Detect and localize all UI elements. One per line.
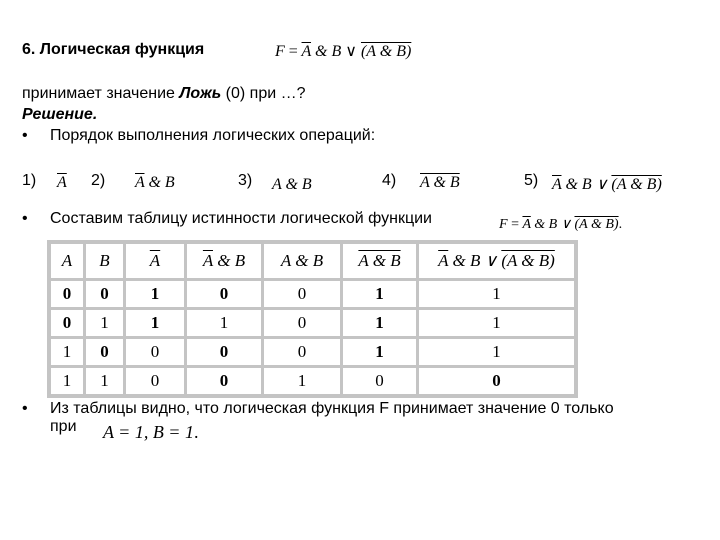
table-cell: 0 <box>49 280 85 309</box>
solution-label: Решение. <box>22 106 98 123</box>
table-cell: 0 <box>342 367 418 397</box>
step-2-expr: $\overline{A}$ & B <box>135 174 175 191</box>
answer-formula: A = 1, B = 1. <box>103 422 199 442</box>
table-cell: 1 <box>85 367 125 397</box>
table-cell: 1 <box>49 338 85 367</box>
step-4-expr: A & B <box>420 174 460 191</box>
bullet-table-text: Составим таблицу истинности логической функции <box>50 210 432 227</box>
header-a-and-b: A & B <box>263 242 342 280</box>
task-title: 6. Логическая функция <box>22 41 205 58</box>
step-3-expr: A & B <box>272 176 312 193</box>
table-header-row <box>49 242 576 280</box>
bullet-marker: • <box>22 400 28 417</box>
table-cell: 0 <box>85 338 125 367</box>
header-result: $\overline{A}$ & B ∨ (A & B) <box>418 242 577 280</box>
table-cell: 1 <box>418 309 577 338</box>
table-cell: 0 <box>263 309 342 338</box>
conclusion-line-1: Из таблицы видно, что логическая функция F принимает значение 0 только <box>50 400 614 417</box>
header-not-a-and-b-group: A & B <box>342 242 418 280</box>
table-cell: 1 <box>186 309 263 338</box>
table-cell: 0 <box>263 280 342 309</box>
table-cell: 1 <box>125 309 186 338</box>
header-a: A <box>49 242 85 280</box>
bullet-marker: • <box>22 127 28 144</box>
table-cell: 1 <box>418 338 577 367</box>
table-row <box>49 338 576 367</box>
question-text: принимает значение Ложь (0) при …? <box>22 85 306 102</box>
step-5-expr: $\overline{A}$ & B ∨ (A & B) <box>552 176 662 193</box>
table-row <box>49 309 576 338</box>
conclusion-line-2: при <box>50 418 77 435</box>
table-cell: 1 <box>342 309 418 338</box>
step-5-number: 5) <box>524 172 539 189</box>
formula-main: $F = \overline{A}$ & B ∨ (A & B) <box>275 43 412 60</box>
table-cell: 0 <box>125 338 186 367</box>
table-cell: 0 <box>125 367 186 397</box>
table-cell: 0 <box>263 338 342 367</box>
truth-table <box>47 240 578 398</box>
step-1-number: 1) <box>22 172 37 189</box>
table-cell: 0 <box>186 367 263 397</box>
step-4-number: 4) <box>382 172 397 189</box>
table-cell: 0 <box>186 280 263 309</box>
table-cell: 0 <box>186 338 263 367</box>
bullet-marker: • <box>22 210 28 227</box>
step-3-number: 3) <box>238 172 253 189</box>
table-cell: 1 <box>342 338 418 367</box>
step-2-number: 2) <box>91 172 106 189</box>
table-cell: 1 <box>418 280 577 309</box>
table-cell: 1 <box>125 280 186 309</box>
table-cell: 1 <box>263 367 342 397</box>
step-1-expr: $\overline{A}$ <box>57 174 67 191</box>
bullet-order-text: Порядок выполнения логических операций: <box>50 127 376 144</box>
table-cell: 1 <box>85 309 125 338</box>
table-cell: 1 <box>342 280 418 309</box>
table-cell: 0 <box>49 309 85 338</box>
header-not-a: $\overline{A}$ <box>125 242 186 280</box>
table-cell: 0 <box>85 280 125 309</box>
header-not-a-and-b: $\overline{A}$ & B <box>186 242 263 280</box>
table-row <box>49 367 576 397</box>
table-cell: 1 <box>49 367 85 397</box>
table-cell: 0 <box>418 367 577 397</box>
header-b: B <box>85 242 125 280</box>
table-row <box>49 280 576 309</box>
formula-small: $F = \overline{A}$ & B ∨ (A & B). <box>499 217 623 232</box>
